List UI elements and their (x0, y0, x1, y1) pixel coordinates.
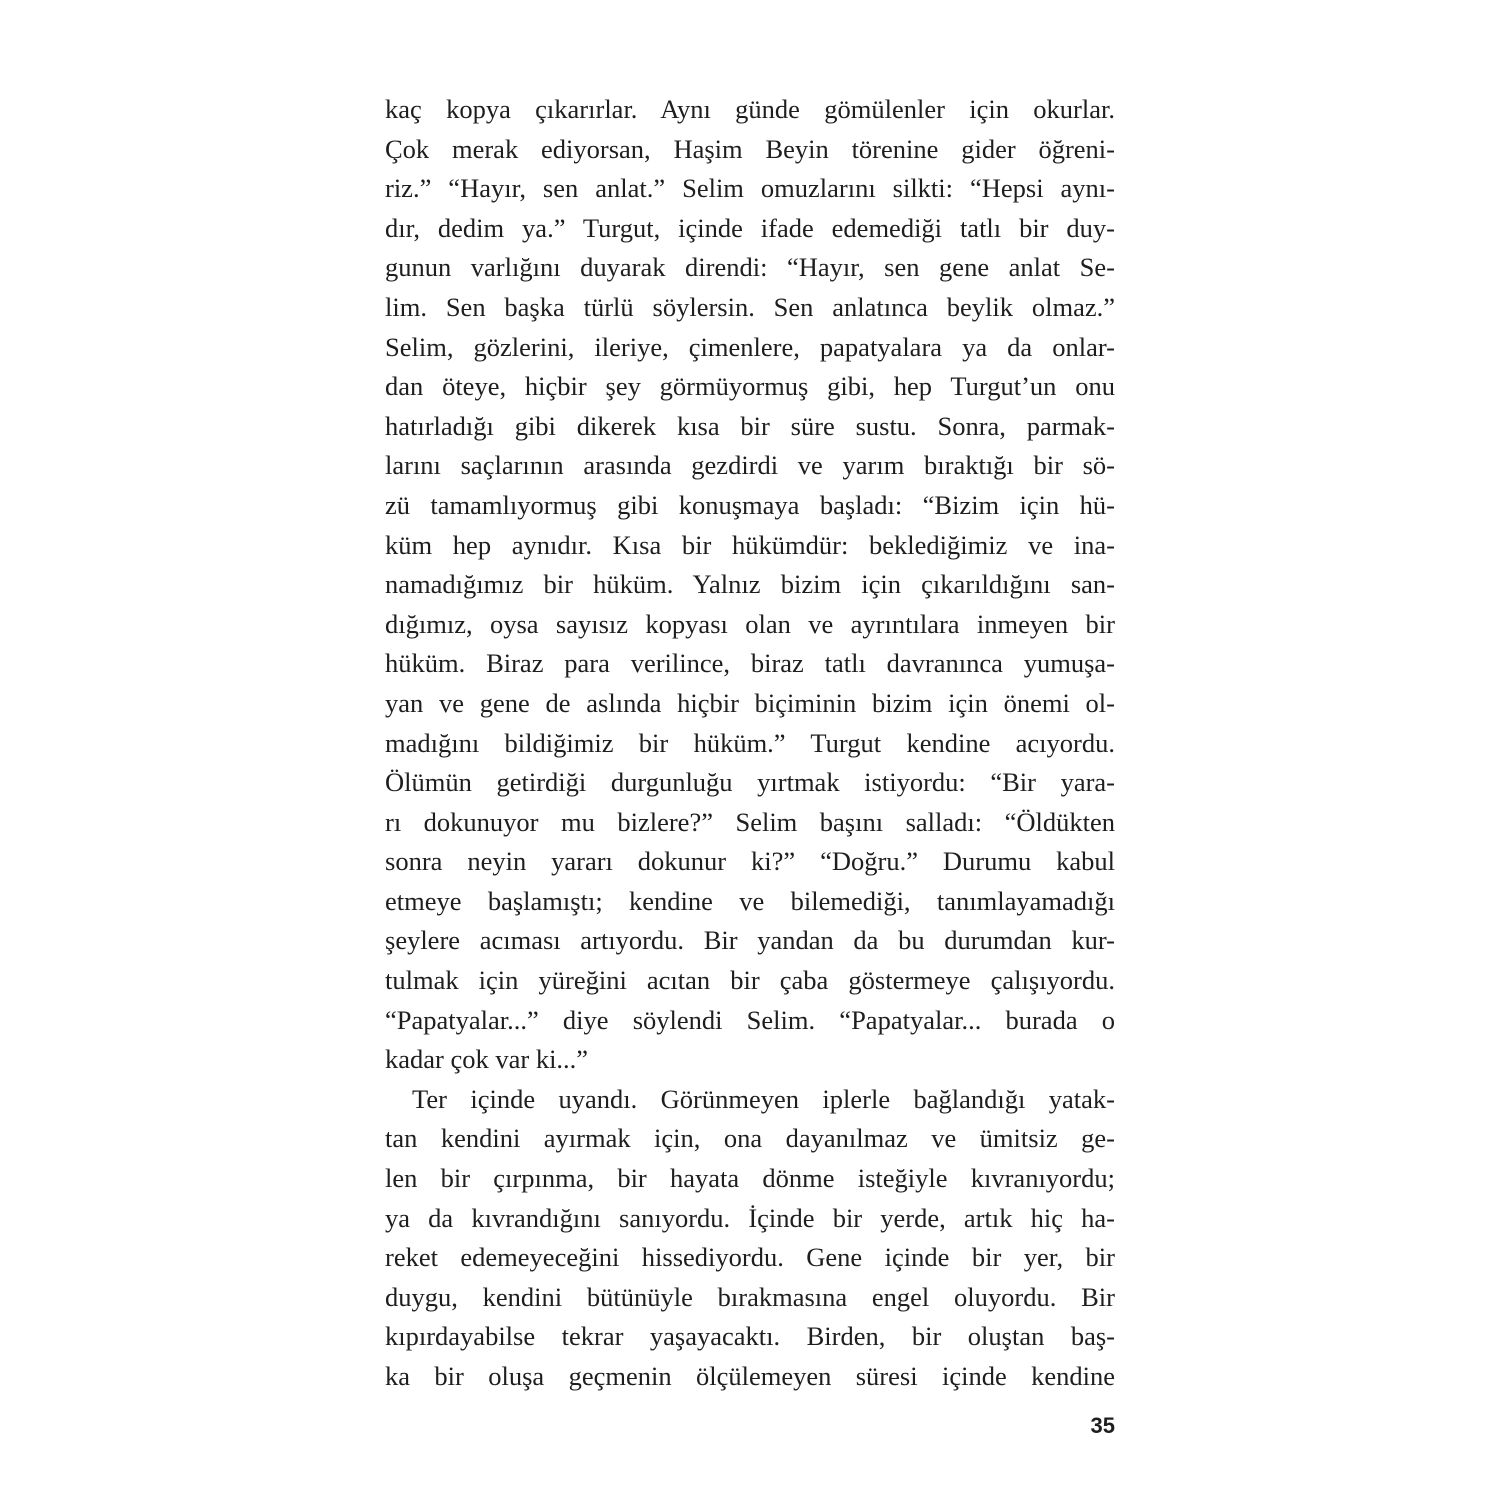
text-line: yan ve gene de aslında hiçbir biçiminin bizim için önemi ol- (385, 687, 1115, 718)
text-line: Ölümün getirdiği durgunluğu yırtmak istiyordu: “Bir yara- (385, 767, 1115, 798)
text-line: riz.” “Hayır, sen anlat.” Selim omuzlarını silkti: “Hepsi aynı- (385, 173, 1115, 204)
text-line: Ter içinde uyandı. Görünmeyen iplerle bağlandığı yatak- (412, 1083, 1115, 1114)
text-line: Çok merak ediyorsan, Haşim Beyin törenine gider öğreni- (385, 133, 1115, 164)
page-number: 35 (1090, 1413, 1115, 1438)
text-line: dan öteye, hiçbir şey görmüyormuş gibi, hep Turgut’un onu (385, 371, 1115, 402)
text-line: küm hep aynıdır. Kısa bir hükümdür: beklediğimiz ve ina- (385, 529, 1115, 560)
text-line: “Papatyalar...” diye söylendi Selim. “Papatyalar... burada o (385, 1004, 1115, 1035)
text-line: etmeye başlamıştı; kendine ve bilemediği, tanımlayamadığı (385, 885, 1115, 916)
text-line: hüküm. Biraz para verilince, biraz tatlı davranınca yumuşa- (385, 648, 1115, 679)
text-line: lim. Sen başka türlü söylersin. Sen anlatınca beylik olmaz.” (385, 291, 1115, 322)
text-line: hatırladığı gibi dikerek kısa bir süre sustu. Sonra, parmak- (385, 410, 1115, 441)
text-line: duygu, kendini bütünüyle bırakmasına engel oluyordu. Bir (385, 1281, 1115, 1312)
body-text (385, 90, 1115, 1397)
text-line: larını saçlarının arasında gezdirdi ve yarım bıraktığı bir sö- (385, 450, 1115, 481)
text-line: sonra neyin yararı dokunur ki?” “Doğru.” Durumu kabul (385, 846, 1115, 877)
text-line: zü tamamlıyormuş gibi konuşmaya başladı: “Bizim için hü- (385, 489, 1115, 520)
text-line: kıpırdayabilse tekrar yaşayacaktı. Birden, bir oluştan baş- (385, 1321, 1115, 1352)
text-line: Selim, gözlerini, ileriye, çimenlere, papatyalara ya da onlar- (385, 331, 1115, 362)
text-line: rı dokunuyor mu bizlere?” Selim başını salladı: “Öldükten (385, 806, 1115, 837)
text-line: tulmak için yüreğini acıtan bir çaba göstermeye çalışıyordu. (385, 965, 1115, 996)
text-line: dır, dedim ya.” Turgut, içinde ifade edemediği tatlı bir duy- (385, 212, 1115, 243)
text-line: ka bir oluşa geçmenin ölçülemeyen süresi içinde kendine (385, 1361, 1115, 1391)
text-line: gunun varlığını duyarak direndi: “Hayır, sen gene anlat Se- (385, 252, 1115, 283)
text-line: şeylere acıması artıyordu. Bir yandan da bu durumdan kur- (385, 925, 1115, 956)
paragraph (385, 90, 1115, 1080)
text-line: namadığımız bir hüküm. Yalnız bizim için çıkarıldığını san- (385, 569, 1115, 600)
text-line: tan kendini ayırmak için, ona dayanılmaz ve ümitsiz ge- (385, 1123, 1115, 1154)
text-line: kaç kopya çıkarırlar. Aynı günde gömülenler için okurlar. (385, 94, 1115, 124)
text-line: reket edemeyeceğini hissediyordu. Gene içinde bir yer, bir (385, 1242, 1115, 1273)
text-line: kadar çok var ki...” (385, 1044, 589, 1075)
text-line: madığını bildiğimiz bir hüküm.” Turgut kendine acıyordu. (385, 727, 1115, 758)
paragraph (385, 1080, 1115, 1397)
text-line: ya da kıvrandığını sanıyordu. İçinde bir yerde, artık hiç ha- (385, 1202, 1115, 1233)
text-line: len bir çırpınma, bir hayata dönme isteğiyle kıvranıyordu; (385, 1163, 1115, 1194)
text-line: dığımız, oysa sayısız kopyası olan ve ayrıntılara inmeyen bir (385, 608, 1115, 639)
